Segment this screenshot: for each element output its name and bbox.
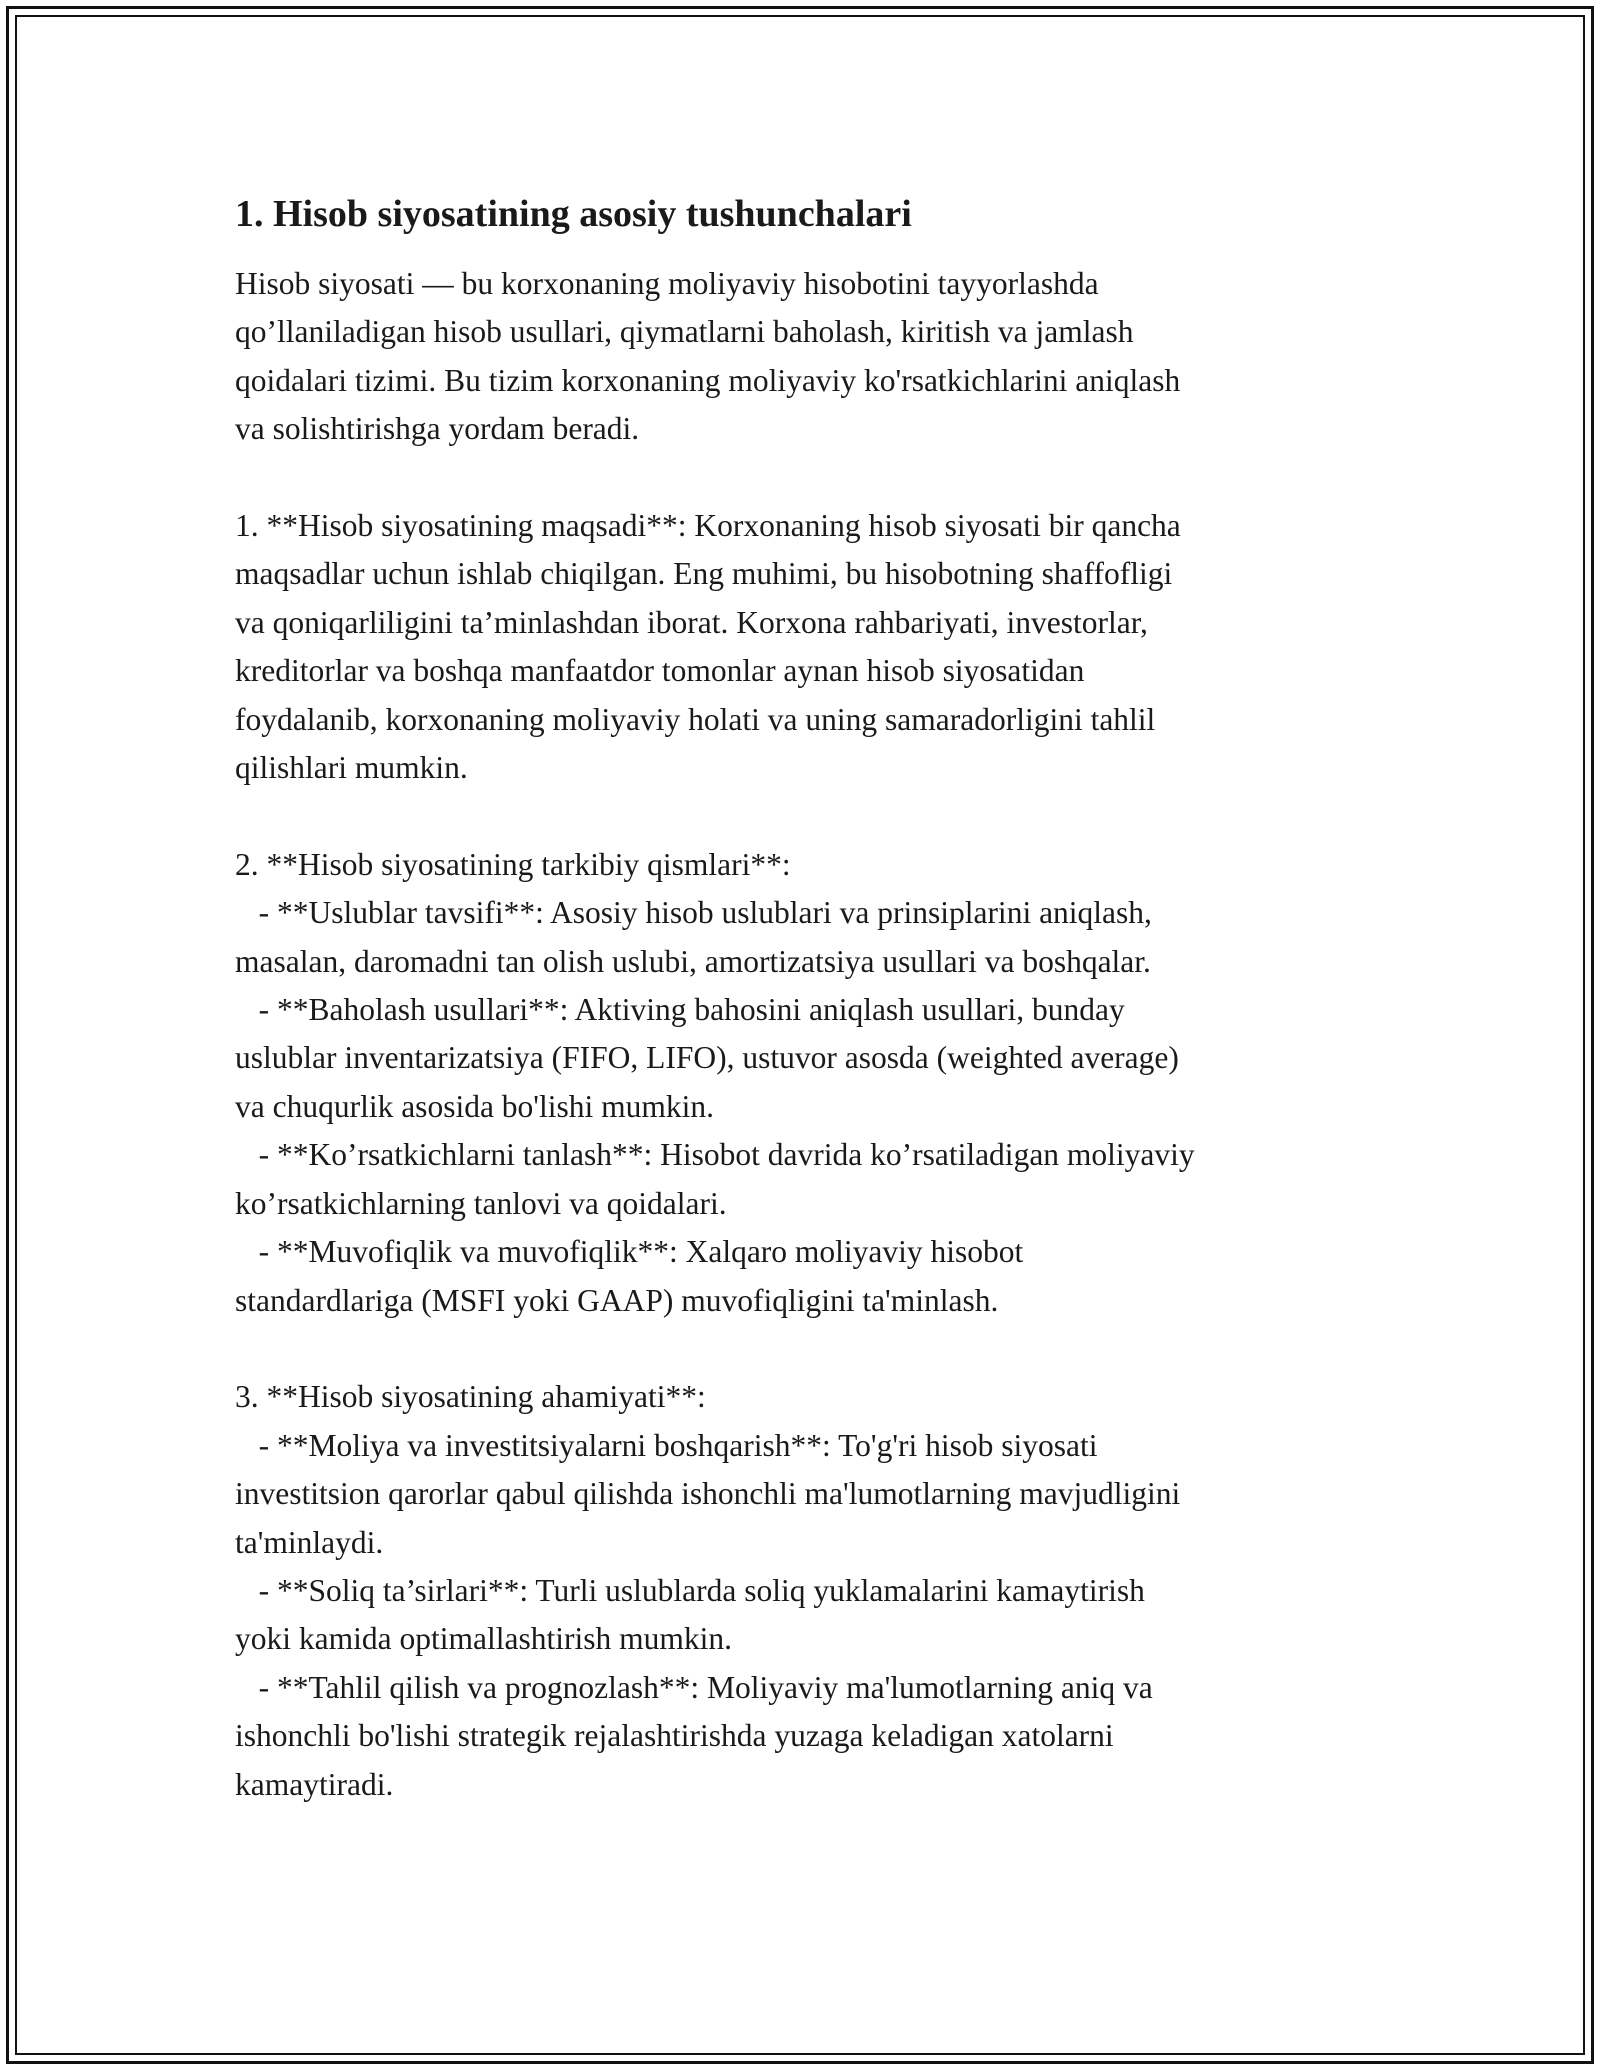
text-line: - **Ko’rsatkichlarni tanlash**: Hisobot davrida ko’rsatiladigan moliyaviy: [235, 1137, 1195, 1173]
text-line: ishonchli bo'lishi strategik rejalashtirishda yuzaga keladigan xatolarni: [235, 1718, 1114, 1754]
text-line: va qoniqarliligini ta’minlashdan iborat. Korxona rahbariyati, investorlar,: [235, 604, 1148, 640]
text-line: qilishlari mumkin.: [235, 750, 468, 786]
text-line: - **Soliq ta’sirlari**: Turli uslublarda soliq yuklamalarini kamaytirish: [235, 1572, 1145, 1608]
text-line: yoki kamida optimallashtirish mumkin.: [235, 1621, 732, 1657]
text-line: ko’rsatkichlarning tanlovi va qoidalari.: [235, 1185, 727, 1221]
section-heading: 1. Hisob siyosatining asosiy tushunchalari: [235, 193, 912, 235]
text-line: va solishtirishga yordam beradi.: [235, 411, 640, 447]
text-line: 3. **Hisob siyosatining ahamiyati**:: [235, 1379, 706, 1415]
components-paragraph: [235, 841, 1365, 1373]
text-line: kreditorlar va boshqa manfaatdor tomonlar aynan hisob siyosatidan: [235, 653, 1085, 689]
text-line: Hisob siyosati — bu korxonaning moliyaviy hisobotini tayyorlashda: [235, 266, 1099, 301]
text-line: 1. **Hisob siyosatining maqsadi**: Korxonaning hisob siyosati bir qancha: [235, 508, 1181, 544]
text-line: qo’llaniladigan hisob usullari, qiymatlarni baholash, kiritish va jamlash: [235, 314, 1134, 350]
text-line: foydalanib, korxonaning moliyaviy holati va uning samaradorligini tahlil: [235, 701, 1156, 737]
text-line: va chuqurlik asosida bo'lishi mumkin.: [235, 1088, 715, 1124]
text-line: - **Muvofiqlik va muvofiqlik**: Xalqaro moliyaviy hisobot: [235, 1234, 1024, 1270]
text-line: - **Moliya va investitsiyalarni boshqarish**: To'g'ri hisob siyosati: [235, 1427, 1098, 1463]
text-line: - **Tahlil qilish va prognozlash**: Moliyaviy ma'lumotlarning aniq va: [235, 1669, 1153, 1705]
document-body: [235, 190, 1365, 1809]
text-line: investitsion qarorlar qabul qilishda ishonchli ma'lumotlarning mavjudligini: [235, 1476, 1181, 1512]
text-line: standardlariga (MSFI yoki GAAP) muvofiqligini ta'minlash.: [235, 1282, 999, 1318]
text-line: kamaytiradi.: [235, 1766, 394, 1802]
text-line: - **Baholash usullari**: Aktiving bahosini aniqlash usullari, bunday: [235, 992, 1125, 1028]
text-line: maqsadlar uchun ishlab chiqilgan. Eng muhimi, bu hisobotning shaffofligi: [235, 556, 1173, 592]
importance-paragraph: [235, 1373, 1365, 1809]
text-line: uslublar inventarizatsiya (FIFO, LIFO), ustuvor asosda (weighted average): [235, 1040, 1179, 1076]
purpose-paragraph: [235, 502, 1365, 841]
text-line: - **Uslublar tavsifi**: Asosiy hisob uslublari va prinsiplarini aniqlash,: [235, 895, 1152, 931]
text-line: ta'minlaydi.: [235, 1524, 384, 1560]
text-line: qoidalari tizimi. Bu tizim korxonaning moliyaviy ko'rsatkichlarini aniqlash: [235, 362, 1181, 398]
text-line: masalan, daromadni tan olish uslubi, amortizatsiya usullari va boshqalar.: [235, 943, 1151, 979]
text-line: 2. **Hisob siyosatining tarkibiy qismlari**:: [235, 846, 791, 882]
intro-paragraph: [235, 260, 1365, 502]
